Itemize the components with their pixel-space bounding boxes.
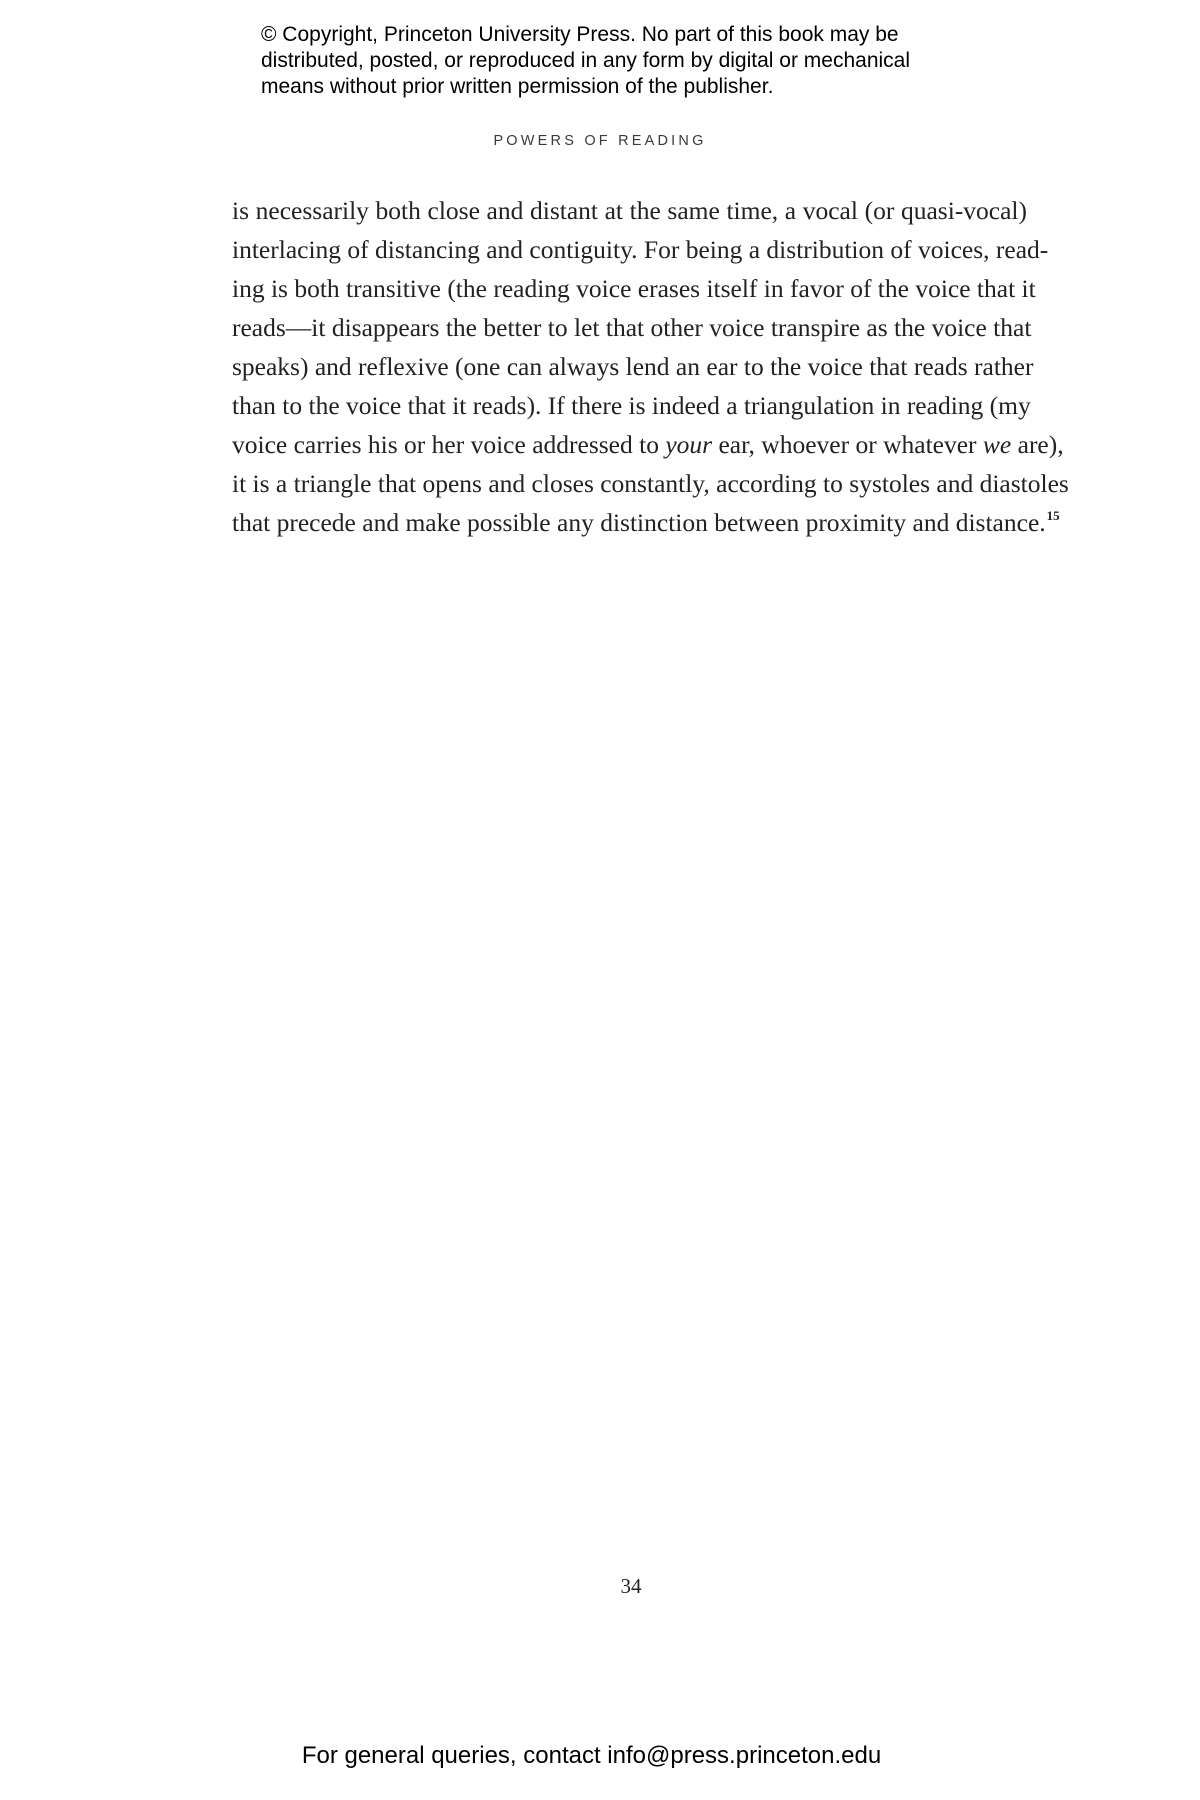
text-line: speaks) and reflexive (one can always lend an ear to the voice that reads rather [232,352,1034,381]
text-fragment: voice carries his or her voice addressed to [232,430,666,459]
text-line: ing is both transitive (the reading voice erases itself in favor of the voice that it [232,274,1036,303]
copyright-line: distributed, posted, or reproduced in any form by digital or mechanical [261,49,911,72]
text-line: interlacing of distancing and contiguity. For being a distribution of voices, read- [232,235,1049,264]
body-paragraph [232,191,1069,542]
footer-contact: For general queries, contact info@press.princeton.edu [301,1742,882,1769]
running-head: POWERS OF READING [493,133,707,149]
page-number: 34 [620,1574,642,1598]
text-line: it is a triangle that opens and closes constantly, according to systoles and diastoles [232,469,1069,498]
text-fragment: are), [1011,430,1064,459]
copyright-line: means without prior written permission of the publisher. [261,75,774,98]
italic-word: your [665,430,713,459]
copyright-notice [261,22,981,100]
text-fragment: ear, whoever or whatever [712,430,983,459]
copyright-line: © Copyright, Princeton University Press. No part of this book may be [261,23,899,46]
text-line: is necessarily both close and distant at the same time, a vocal (or quasi-vocal) [232,196,1027,225]
text-line-last [232,503,1060,542]
text-fragment: that precede and make possible any distinction between proximity and distance. [232,508,1046,537]
italic-word: we [982,430,1012,459]
footnote-reference[interactable]: 15 [1046,508,1060,523]
text-line: reads—it disappears the better to let that other voice transpire as the voice that [232,313,1032,342]
text-line [232,425,1064,464]
text-line: than to the voice that it reads). If there is indeed a triangulation in reading (my [232,391,1031,420]
